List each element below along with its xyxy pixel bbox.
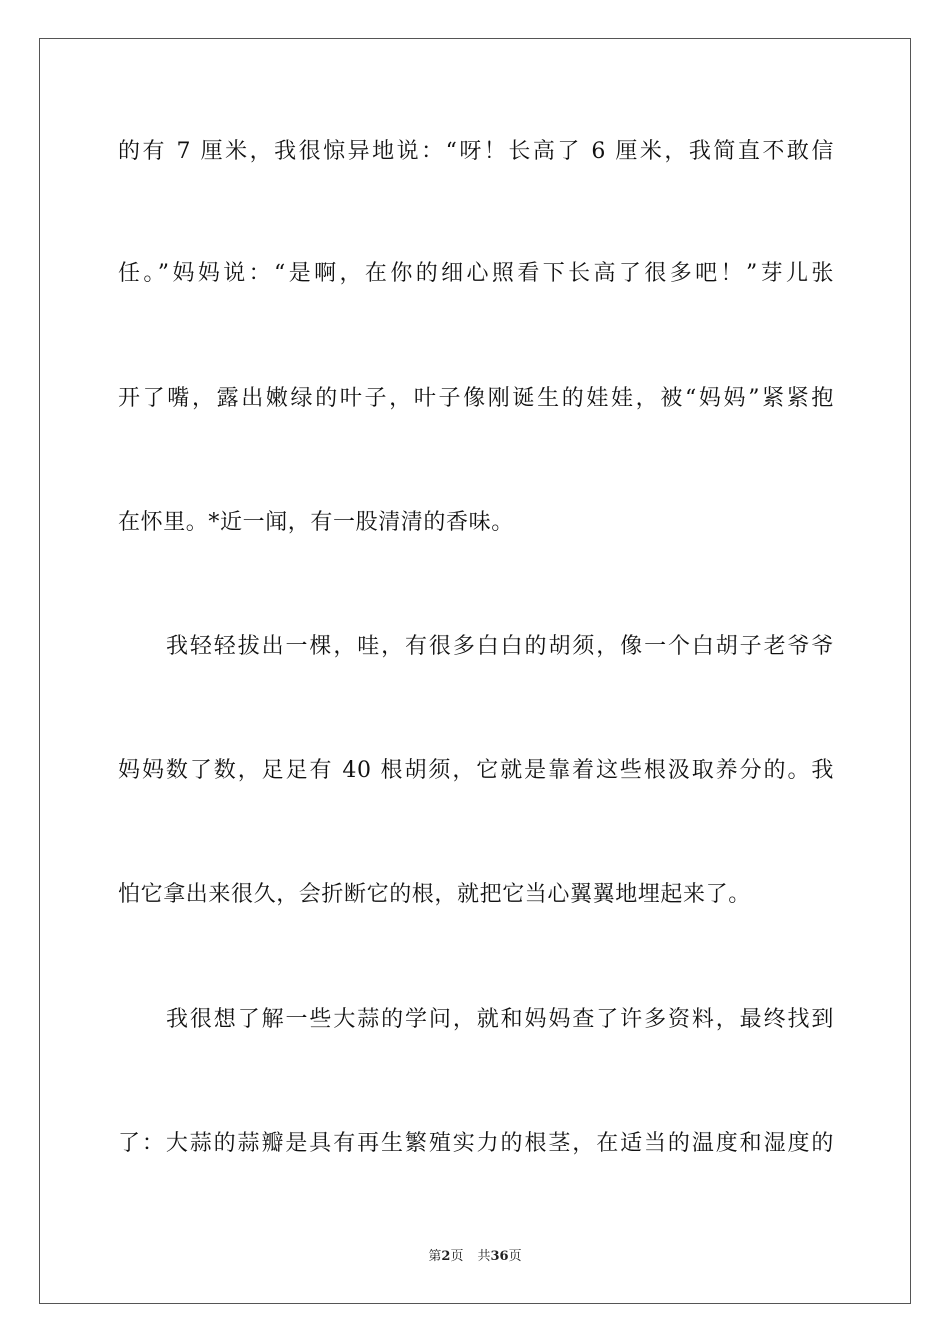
text-line-8: 我很想了解一些大蒜的学问，就和妈妈查了许多资料，最终找到 [166,1007,834,1032]
text-line-2: 任。”妈妈说：“是啊，在你的细心照看下长高了很多吧！”芽儿张 [118,261,834,286]
text-line-3: 开了嘴，露出嫩绿的叶子，叶子像刚诞生的娃娃，被“妈妈”紧紧抱 [118,386,834,411]
text-line-7: 怕它拿出来很久，会折断它的根，就把它当心翼翼地埋起来了。 [118,882,751,907]
page-footer [0,1248,950,1266]
text-line-9: 了：大蒜的蒜瓣是具有再生繁殖实力的根茎，在适当的温度和湿度的 [118,1131,834,1156]
total-prefix: 共 [477,1249,491,1264]
page-suffix: 页 [450,1249,464,1264]
total-suffix: 页 [508,1249,522,1264]
text-line-4: 在怀里。*近一闻，有一股清清的香味。 [118,510,514,535]
page-border [39,38,911,1304]
page-total [477,1249,521,1264]
current-page-number: 2 [441,1249,451,1264]
text-line-1: 的有 7 厘米，我很惊异地说：“呀！长高了 6 厘米，我简直不敢信 [118,139,834,164]
total-page-count: 36 [490,1249,509,1264]
page-prefix: 第 [428,1249,442,1264]
text-line-6: 妈妈数了数，足足有 40 根胡须，它就是靠着这些根汲取养分的。我 [118,758,834,783]
text-line-5: 我轻轻拔出一棵，哇，有很多白白的胡须，像一个白胡子老爷爷 [166,634,834,659]
page-number [428,1249,463,1264]
